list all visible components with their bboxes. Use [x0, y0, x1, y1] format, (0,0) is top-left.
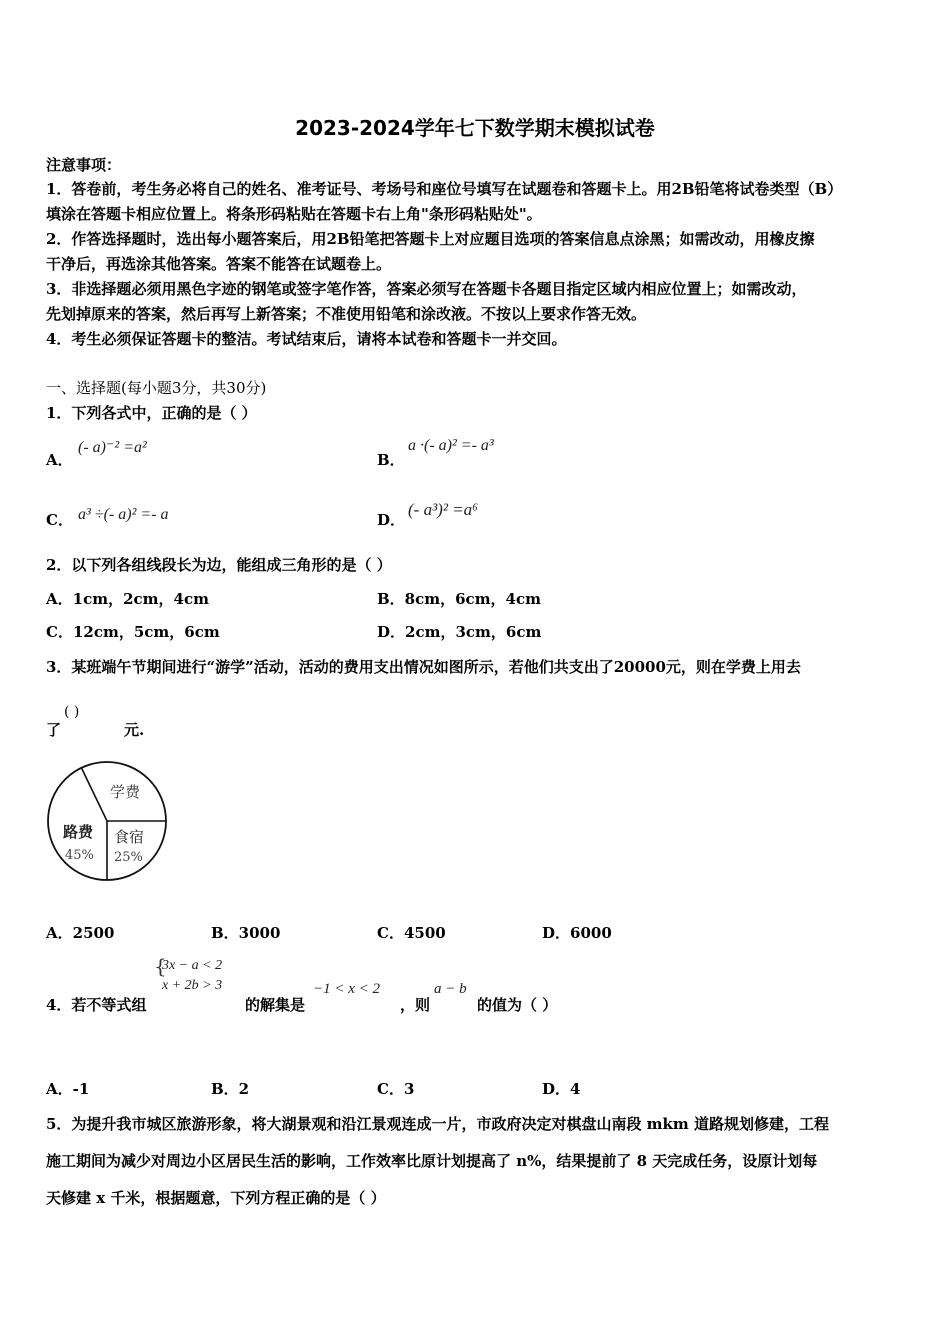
q1-option-b-label: B．	[377, 451, 405, 469]
q2-option-d: D．2cm，3cm，6cm	[377, 623, 542, 641]
q4-solution-set: −1 < x < 2	[313, 981, 381, 997]
q4-option-b: B．2	[211, 1080, 250, 1098]
q4-system-eq-2: x + 2b > 3	[162, 978, 223, 993]
notice-line-7: 4．考生必须保证答题卡的整洁。考试结束后，请将本试卷和答题卡一并交回。	[46, 330, 567, 348]
pie-pct-travel: 45%	[65, 848, 94, 863]
q4-suffix: 的值为（ ）	[477, 996, 558, 1014]
notice-line-1: 1．答卷前，考生务必将自己的姓名、准考证号、考场号和座位号填写在试题卷和答题卡上。用2B铅笔将试卷类型（B）	[46, 180, 843, 198]
q1-option-c-label: C．	[46, 511, 73, 529]
q5-line-1: 5．为提升我市城区旅游形象，将大湖景观和沿江景观连成一片，市政府决定对棋盘山南段 mkm 道路规划修建，工程	[46, 1115, 830, 1133]
notice-line-6: 先划掉原来的答案，然后再写上新答案；不准使用铅笔和涂改液。不按以上要求作答无效。	[46, 305, 647, 323]
q2-option-a: A．1cm，2cm，4cm	[46, 590, 209, 608]
q1-option-d-label: D．	[377, 511, 406, 529]
notice-heading: 注意事项：	[46, 156, 122, 174]
pie-pct-food: 25%	[114, 850, 143, 865]
q4-option-a: A．-1	[46, 1080, 90, 1098]
q1-option-b-expr: a ·(- a)² =- a³	[408, 437, 494, 454]
q4-mid-text: 的解集是	[245, 996, 306, 1014]
q3-continuation: 了	[46, 721, 62, 739]
q2-stem: 2．以下列各组线段长为边，能组成三角形的是（ ）	[46, 556, 392, 574]
q3-answer-blank: ( )	[64, 704, 80, 720]
notice-line-5: 3．非选择题必须用黑色字迹的钢笔或签字笔作答，答案必须写在答题卡各题目指定区域内相应位置上；如需改动，	[46, 280, 807, 298]
q3-option-a: A．2500	[46, 924, 115, 942]
q2-option-c: C．12cm，5cm，6cm	[46, 623, 220, 641]
q4-option-d: D．4	[542, 1080, 581, 1098]
expense-pie-chart	[44, 758, 174, 886]
q4-system-eq-1: 3x − a < 2	[162, 958, 223, 973]
pie-label-travel: 路费	[63, 823, 94, 841]
notice-line-2: 填涂在答题卡相应位置上。将条形码粘贴在答题卡右上角"条形码粘贴处"。	[46, 205, 542, 223]
q5-line-2: 施工期间为减少对周边小区居民生活的影响，工作效率比原计划提高了 n%，结果提前了 8 天完成任务，设原计划每	[46, 1152, 818, 1170]
q1-option-a-expr: (- a)⁻² =a²	[78, 439, 147, 456]
q3-unit: 元.	[124, 721, 145, 739]
notice-line-3: 2．作答选择题时，选出每小题答案后，用2B铅笔把答题卡上对应题目选项的答案信息点涂黑；如需改动，用橡皮擦	[46, 230, 815, 248]
q1-option-a-label: A．	[46, 451, 73, 469]
q3-stem: 3．某班端午节期间进行“游学”活动，活动的费用支出情况如图所示，若他们共支出了20000元，则在学费上用去	[46, 658, 801, 676]
q4-then-text: ，则	[400, 996, 431, 1014]
q1-option-c-expr: a³ ÷(- a)² =- a	[78, 506, 169, 523]
brace-icon: {	[154, 954, 167, 978]
q1-option-d-expr: (- a³)² =a⁶	[408, 500, 479, 519]
q2-option-b: B．8cm，6cm，4cm	[377, 590, 542, 608]
q4-option-c: C．3	[377, 1080, 415, 1098]
q3-option-c: C．4500	[377, 924, 446, 942]
notice-line-4: 干净后，再选涂其他答案。答案不能答在试题卷上。	[46, 255, 392, 273]
q3-option-b: B．3000	[211, 924, 281, 942]
pie-label-tuition: 学费	[110, 783, 141, 801]
q4-prefix: 4．若不等式组	[46, 996, 147, 1014]
q4-expression: a − b	[434, 981, 467, 997]
q1-stem: 1．下列各式中，正确的是（ ）	[46, 404, 257, 422]
q5-line-3: 天修建 x 千米，根据题意，下列方程正确的是（ ）	[46, 1189, 386, 1207]
pie-label-food: 食宿	[114, 828, 145, 846]
q3-option-d: D．6000	[542, 924, 612, 942]
page-title: 2023-2024学年七下数学期末模拟试卷	[295, 116, 655, 140]
section-heading: 一、选择题(每小题3分，共30分)	[46, 379, 267, 397]
